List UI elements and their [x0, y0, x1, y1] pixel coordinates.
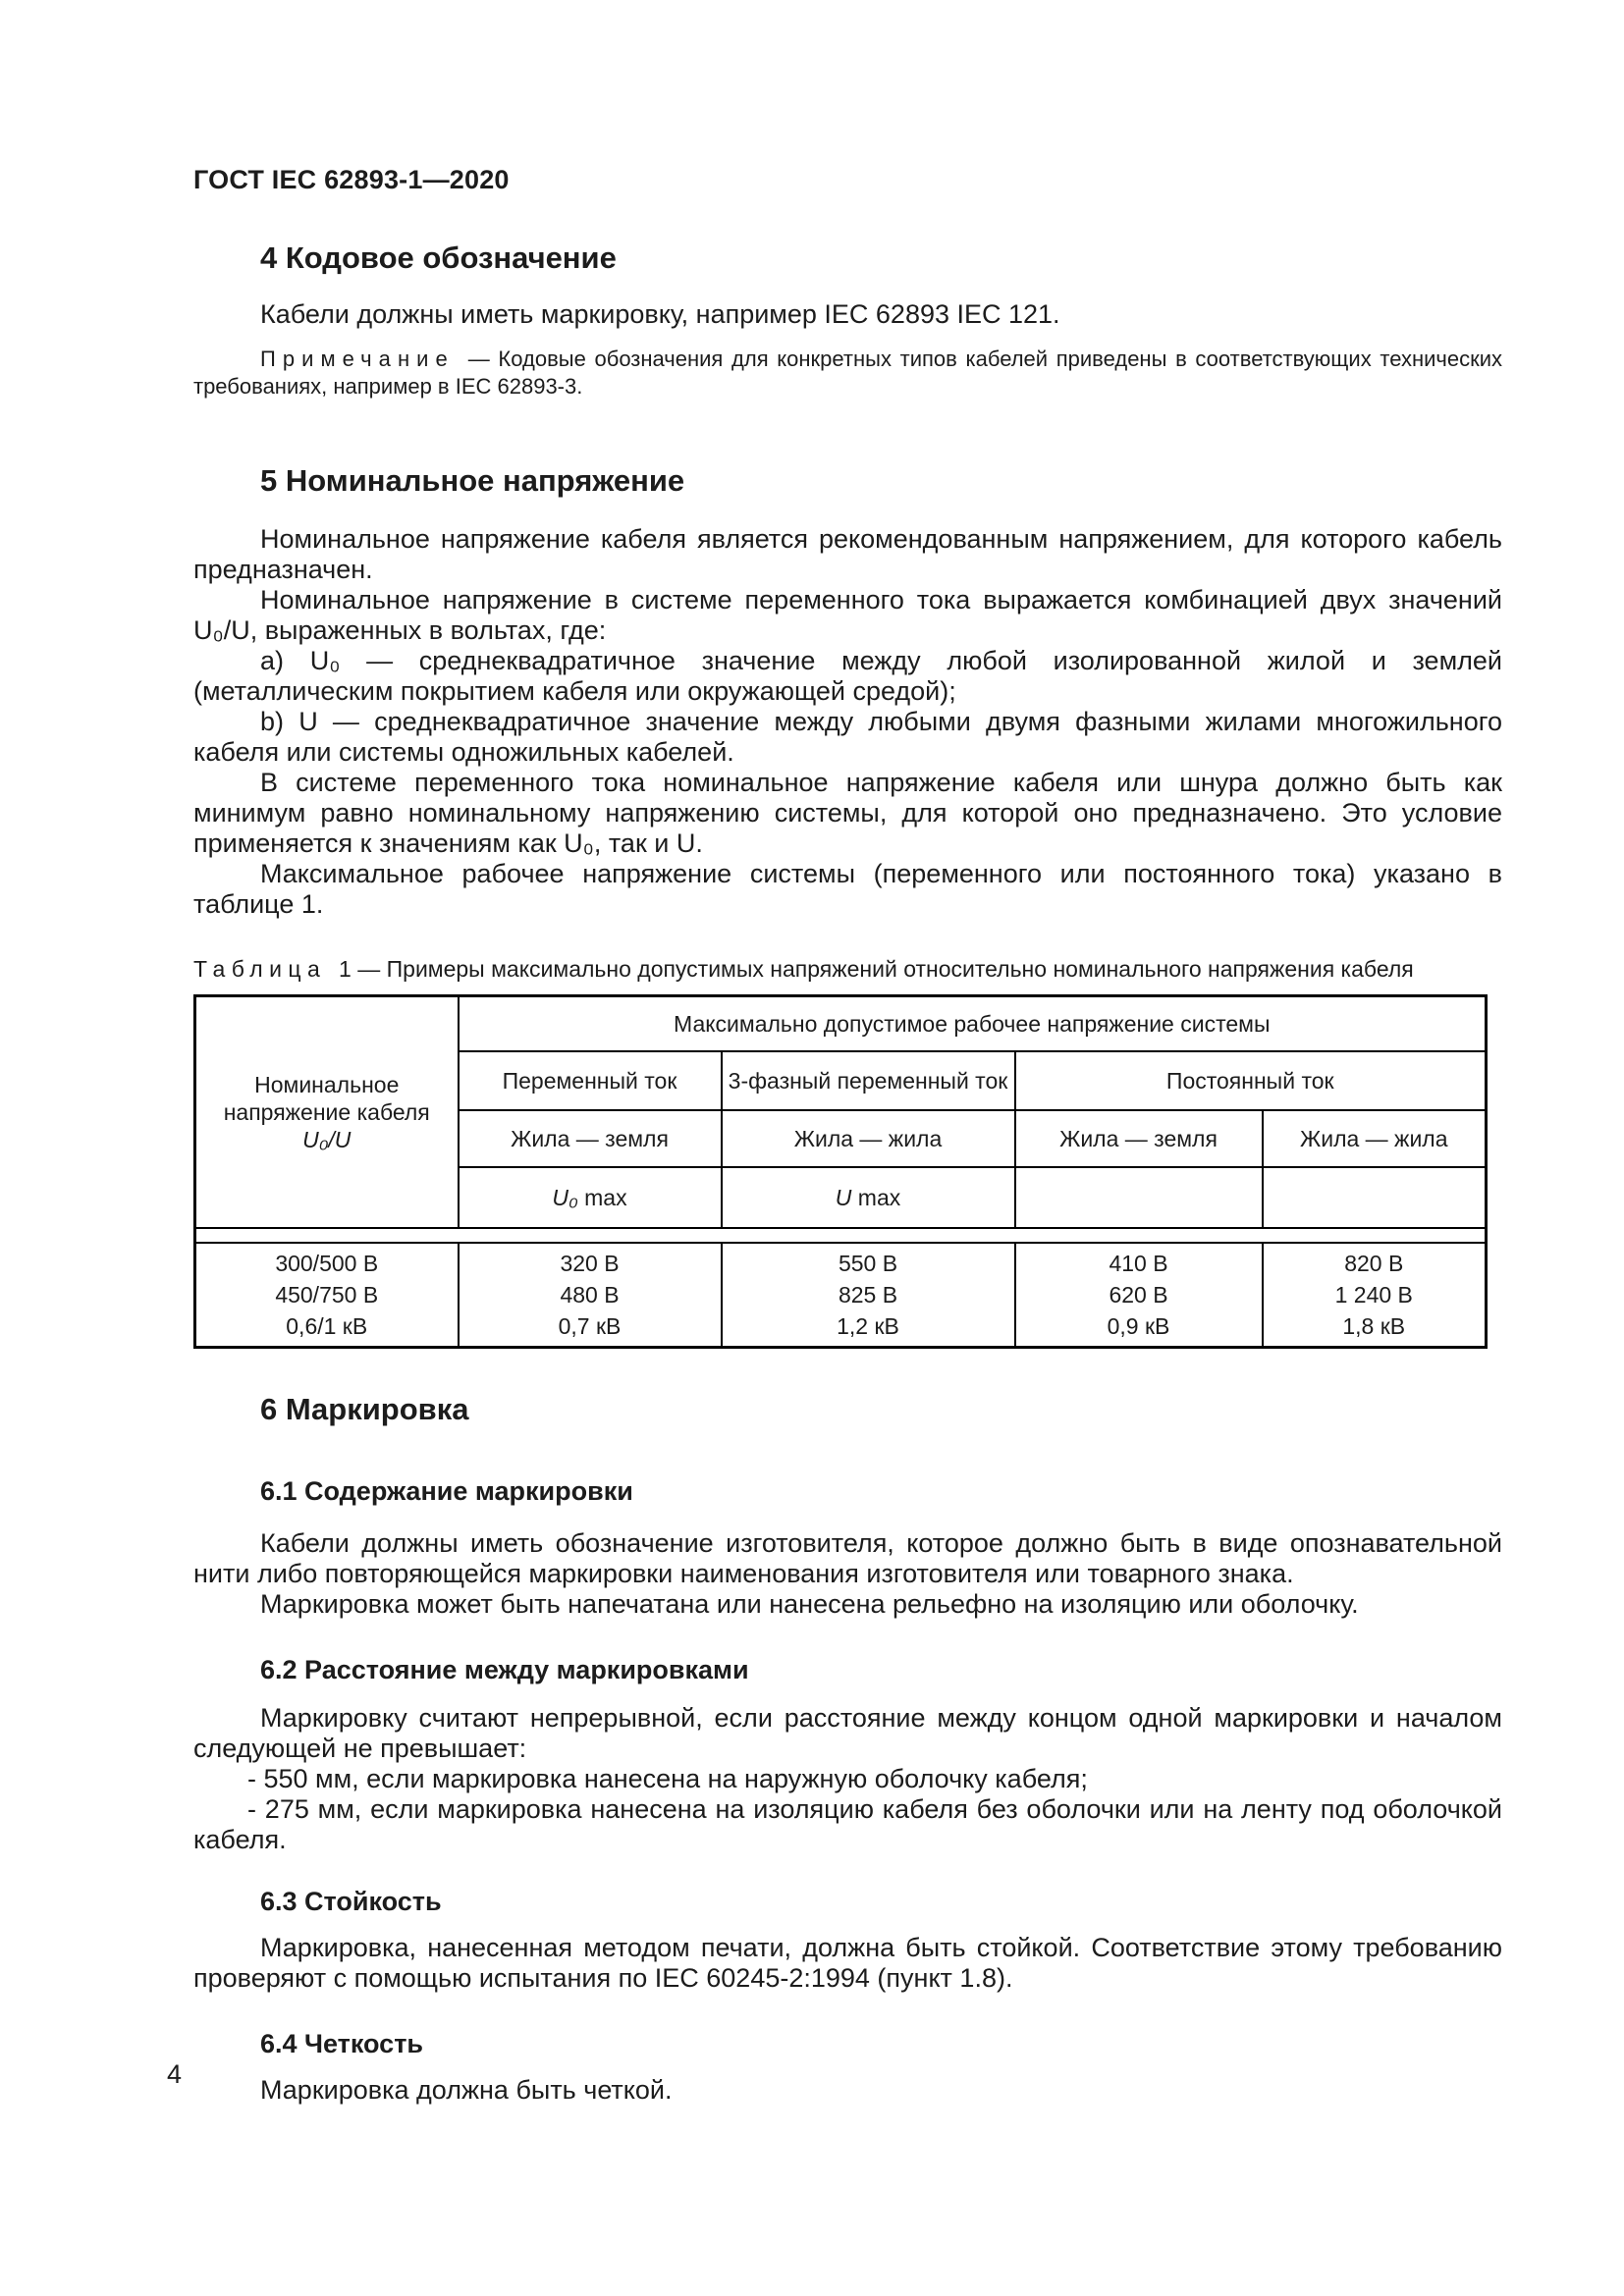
section-5-paragraph-3: В системе переменного тока номинальное напряжение кабеля или шнура должно быть как минимум равно номинальному напряжению системы, для которой оно предназначено. Это условие применяется к значениям как U₀, так и U.: [193, 768, 1502, 858]
section-4-heading: 4 Кодовое обозначение: [260, 240, 617, 275]
values-dc-core-core: [1263, 1243, 1487, 1348]
table-row-values: [195, 1243, 1487, 1348]
table-value: 450/750 В: [275, 1282, 379, 1308]
table-value: 1,2 кВ: [837, 1313, 899, 1339]
section-5-item-a: a) U₀ — среднеквадратичное значение между любой изолированной жилой и землей (металлическим покрытием кабеля или окружающей средой);: [193, 646, 1502, 706]
table-value: 410 В: [1109, 1251, 1168, 1276]
span-header-cell: Максимально допустимое рабочее напряжение системы: [459, 996, 1487, 1052]
note-label: Примечание: [260, 347, 455, 371]
section-5-item-b: b) U — среднеквадратичное значение между любыми двумя фазными жилами многожильного кабеля или системы одножильных кабелей.: [193, 707, 1502, 767]
section-6-2-list-item-1: - 550 мм, если маркировка нанесена на наружную оболочку кабеля;: [247, 1764, 1088, 1793]
page-number: 4: [167, 2059, 183, 2089]
table-value: 620 В: [1109, 1282, 1168, 1308]
section-5-paragraph-2: Номинальное напряжение в системе переменного тока выражается комбинацией двух значений U₀/U, выраженных в вольтах, где:: [193, 585, 1502, 645]
table-caption-text: 1 — Примеры максимально допустимых напряжений относительно номинального напряжения кабеля: [339, 956, 1414, 982]
col0-header-line1: Номинальное: [254, 1072, 400, 1097]
section-6-2-heading: 6.2 Расстояние между маркировками: [260, 1655, 749, 1684]
table-value: 1 240 В: [1334, 1282, 1413, 1308]
section-6-2-list-item-2: - 275 мм, если маркировка нанесена на изоляцию кабеля без оболочки или на ленту под оболочкой кабеля.: [193, 1794, 1502, 1854]
table-value: 0,6/1 кВ: [286, 1313, 368, 1339]
section-5-paragraph-4: Максимальное рабочее напряжение системы (переменного или постоянного тока) указано в таблице 1.: [193, 859, 1502, 919]
table-caption-word: Таблица: [193, 956, 327, 982]
section-6-2-paragraph-1: Маркировку считают непрерывной, если расстояние между концом одной маркировки и началом следующей не превышает:: [193, 1703, 1502, 1763]
section-6-4-heading: 6.4 Четкость: [260, 2029, 424, 2058]
table-col0-header-cell: [195, 996, 459, 1229]
u0-max-word: max: [584, 1184, 627, 1210]
u0-symbol: U₀: [552, 1184, 578, 1210]
section-4-note: [193, 346, 1502, 400]
col0-header-line2: напряжение кабеля: [223, 1099, 430, 1125]
section-6-1-paragraph-1: Кабели должны иметь обозначение изготовителя, которое должно быть в виде опознавательной нити либо повторяющейся маркировки наименования изготовителя или товарного знака.: [193, 1528, 1502, 1588]
table-value: 825 В: [838, 1282, 898, 1308]
values-rated-voltage: [195, 1243, 459, 1348]
section-6-4-paragraph-1: Маркировка должна быть четкой.: [260, 2075, 673, 2105]
table-row-span-header: [195, 996, 1487, 1052]
section-6-3-paragraph-1: Маркировка, нанесенная методом печати, должна быть стойкой. Соответствие этому требованию проверяют с помощью испытания по IEC 60245-2:1994 (пункт 1.8).: [193, 1933, 1502, 1993]
unit-cell-umax: [722, 1167, 1015, 1228]
table-value: 820 В: [1344, 1251, 1404, 1276]
unit-cell-empty-1: [1015, 1167, 1263, 1228]
section-5-heading: 5 Номинальное напряжение: [260, 463, 685, 498]
sub-header-core-earth-dc: Жила — земля: [1015, 1110, 1263, 1167]
group-header-3phase: 3-фазный переменный ток: [722, 1051, 1015, 1110]
voltage-table: [193, 994, 1488, 1349]
double-rule-spacer: [195, 1228, 1487, 1243]
sub-header-core-core-dc: Жила — жила: [1263, 1110, 1487, 1167]
u-symbol: U: [835, 1184, 852, 1210]
table-value: 550 В: [838, 1251, 898, 1276]
section-6-heading: 6 Маркировка: [260, 1392, 469, 1426]
values-3phase-core-core: [722, 1243, 1015, 1348]
group-header-ac: Переменный ток: [459, 1051, 722, 1110]
values-ac-core-earth: [459, 1243, 722, 1348]
section-5-paragraph-1: Номинальное напряжение кабеля является рекомендованным напряжением, для которого кабель предназначен.: [193, 524, 1502, 584]
section-6-1-paragraph-2: Маркировка может быть напечатана или нанесена рельефно на изоляцию или оболочку.: [260, 1589, 1359, 1619]
sub-header-core-core-3ph: Жила — жила: [722, 1110, 1015, 1167]
group-header-dc: Постоянный ток: [1015, 1051, 1487, 1110]
col0-header-line3: U₀/U: [302, 1127, 352, 1152]
u-max-word: max: [857, 1184, 901, 1210]
table-value: 320 В: [560, 1251, 620, 1276]
note-text: — Кодовые обозначения для конкретных типов кабелей приведены в соответствующих технических требованиях, например в IEC 62893-3.: [193, 347, 1502, 399]
sub-header-core-earth-ac: Жила — земля: [459, 1110, 722, 1167]
section-6-3-heading: 6.3 Стойкость: [260, 1887, 442, 1916]
table-value: 0,7 кВ: [558, 1313, 622, 1339]
standard-number-header: ГОСТ IEC 62893-1—2020: [193, 165, 510, 194]
table-value: 0,9 кВ: [1107, 1313, 1170, 1339]
table-value: 480 В: [560, 1282, 620, 1308]
page-content: [193, 165, 1502, 2106]
section-6-1-heading: 6.1 Содержание маркировки: [260, 1476, 633, 1506]
table-value: 1,8 кВ: [1342, 1313, 1406, 1339]
section-4-paragraph: Кабели должны иметь маркировку, например IEC 62893 IEC 121.: [260, 299, 1060, 329]
unit-cell-empty-2: [1263, 1167, 1487, 1228]
values-dc-core-earth: [1015, 1243, 1263, 1348]
table-row-spacer: [195, 1228, 1487, 1243]
unit-cell-u0max: [459, 1167, 722, 1228]
table-1-caption: [193, 955, 1502, 983]
table-value: 300/500 В: [275, 1251, 379, 1276]
